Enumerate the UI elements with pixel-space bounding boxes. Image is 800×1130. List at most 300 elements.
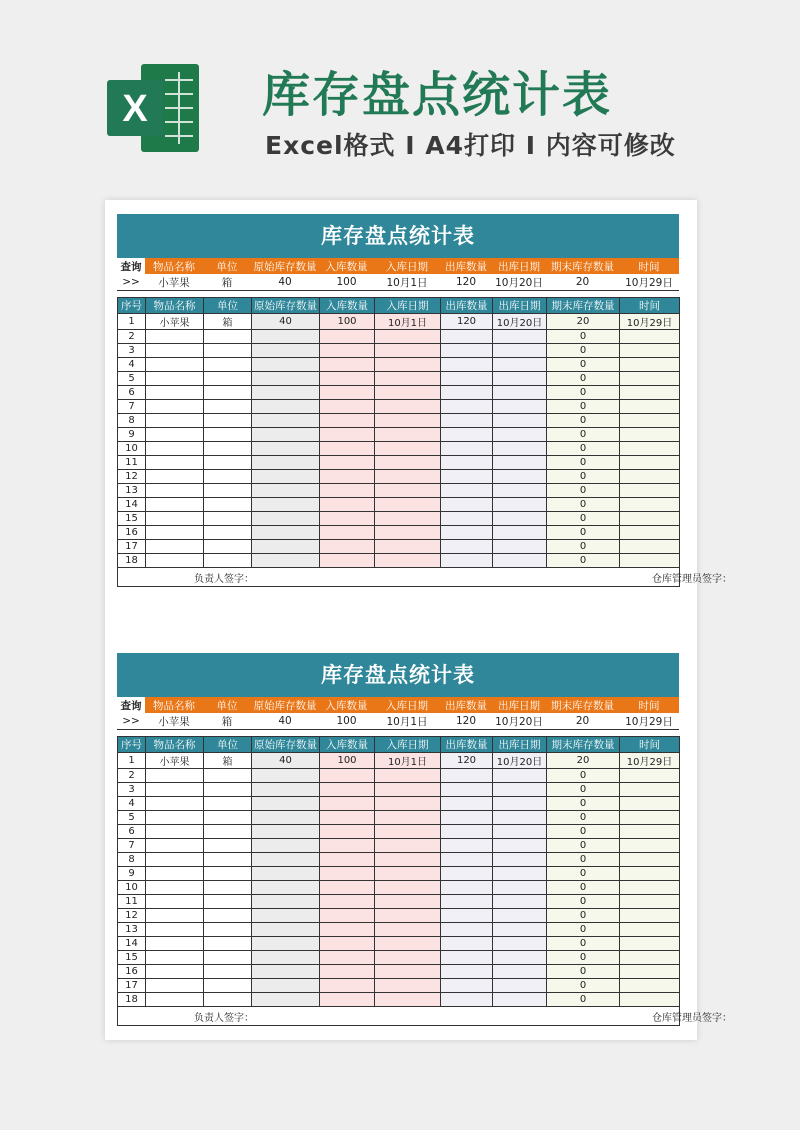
inbound-date-cell[interactable]	[375, 512, 441, 526]
unit-cell[interactable]	[204, 979, 252, 993]
row-number-cell: 7	[118, 400, 146, 414]
inbound-qty-cell[interactable]	[320, 526, 375, 540]
inbound-date-cell[interactable]	[375, 965, 441, 979]
table-row	[118, 769, 680, 783]
item-name-cell[interactable]	[146, 372, 204, 386]
item-name-cell[interactable]	[146, 428, 204, 442]
inbound-qty-cell[interactable]	[320, 825, 375, 839]
outbound-qty-cell[interactable]	[441, 853, 493, 867]
time-cell[interactable]	[620, 811, 680, 825]
item-name-cell[interactable]	[146, 797, 204, 811]
time-cell[interactable]	[620, 540, 680, 554]
unit-cell[interactable]	[204, 783, 252, 797]
item-name-cell[interactable]	[146, 442, 204, 456]
inbound-date-cell[interactable]	[375, 951, 441, 965]
outbound-date-cell[interactable]	[493, 853, 547, 867]
outbound-date-cell[interactable]	[493, 554, 547, 568]
item-name-cell[interactable]	[146, 554, 204, 568]
time-cell[interactable]	[620, 909, 680, 923]
inbound-date-cell[interactable]	[375, 498, 441, 512]
item-name-cell[interactable]	[146, 512, 204, 526]
item-name-cell[interactable]	[146, 909, 204, 923]
item-name-cell[interactable]	[146, 386, 204, 400]
original-stock-cell[interactable]	[252, 951, 320, 965]
inbound-qty-cell[interactable]	[320, 867, 375, 881]
item-name-cell[interactable]	[146, 484, 204, 498]
outbound-qty-cell[interactable]	[441, 358, 493, 372]
time-cell[interactable]	[620, 979, 680, 993]
inbound-qty-cell[interactable]: 100	[320, 753, 375, 769]
inbound-date-cell[interactable]	[375, 344, 441, 358]
inbound-date-cell[interactable]	[375, 414, 441, 428]
outbound-qty-cell[interactable]	[441, 839, 493, 853]
inbound-qty-cell[interactable]	[320, 428, 375, 442]
inbound-qty-cell[interactable]	[320, 993, 375, 1007]
unit-cell[interactable]	[204, 937, 252, 951]
outbound-qty-cell[interactable]	[441, 825, 493, 839]
inbound-qty-cell[interactable]	[320, 442, 375, 456]
inbound-qty-cell[interactable]	[320, 344, 375, 358]
unit-cell[interactable]: 箱	[204, 314, 252, 330]
original-stock-cell[interactable]	[252, 498, 320, 512]
inbound-date-cell[interactable]	[375, 811, 441, 825]
item-name-cell[interactable]	[146, 498, 204, 512]
outbound-date-cell[interactable]	[493, 951, 547, 965]
original-stock-cell[interactable]	[252, 414, 320, 428]
unit-cell[interactable]	[204, 965, 252, 979]
inbound-date-cell[interactable]: 10月1日	[375, 753, 441, 769]
unit-cell[interactable]	[204, 456, 252, 470]
outbound-date-cell[interactable]	[493, 965, 547, 979]
unit-cell[interactable]	[204, 470, 252, 484]
inbound-date-cell[interactable]	[375, 895, 441, 909]
item-name-cell[interactable]	[146, 769, 204, 783]
inbound-qty-cell[interactable]	[320, 965, 375, 979]
unit-cell[interactable]	[204, 512, 252, 526]
outbound-qty-cell[interactable]	[441, 867, 493, 881]
original-stock-cell[interactable]	[252, 923, 320, 937]
row-number-cell: 8	[118, 414, 146, 428]
outbound-date-cell[interactable]	[493, 783, 547, 797]
inbound-date-cell[interactable]	[375, 993, 441, 1007]
inbound-date-cell[interactable]	[375, 372, 441, 386]
inbound-date-cell[interactable]	[375, 470, 441, 484]
outbound-date-cell[interactable]	[493, 867, 547, 881]
outbound-qty-cell[interactable]	[441, 540, 493, 554]
item-name-cell[interactable]: 小苹果	[146, 314, 204, 330]
inbound-date-cell[interactable]	[375, 979, 441, 993]
outbound-qty-cell[interactable]	[441, 512, 493, 526]
item-name-cell[interactable]	[146, 965, 204, 979]
outbound-qty-cell[interactable]	[441, 372, 493, 386]
outbound-qty-cell[interactable]	[441, 909, 493, 923]
item-name-cell[interactable]	[146, 993, 204, 1007]
original-stock-cell[interactable]	[252, 937, 320, 951]
item-name-cell[interactable]	[146, 867, 204, 881]
unit-cell[interactable]	[204, 993, 252, 1007]
unit-cell[interactable]	[204, 400, 252, 414]
item-name-cell[interactable]	[146, 951, 204, 965]
inbound-date-cell[interactable]	[375, 881, 441, 895]
inbound-date-cell[interactable]	[375, 825, 441, 839]
time-cell[interactable]	[620, 937, 680, 951]
inbound-qty-cell[interactable]	[320, 470, 375, 484]
inbound-qty-cell[interactable]	[320, 540, 375, 554]
time-cell[interactable]	[620, 484, 680, 498]
inbound-date-cell[interactable]	[375, 456, 441, 470]
manager-signature-label: 负责人签字：	[194, 573, 254, 585]
inbound-qty-cell[interactable]	[320, 937, 375, 951]
outbound-date-cell[interactable]	[493, 909, 547, 923]
time-cell[interactable]	[620, 825, 680, 839]
item-name-cell[interactable]: 小苹果	[146, 753, 204, 769]
outbound-date-cell[interactable]	[493, 895, 547, 909]
original-stock-cell[interactable]	[252, 470, 320, 484]
query-label: 查询	[117, 258, 145, 274]
unit-cell[interactable]	[204, 881, 252, 895]
unit-cell[interactable]	[204, 414, 252, 428]
item-name-cell[interactable]	[146, 540, 204, 554]
outbound-date-cell[interactable]	[493, 358, 547, 372]
inbound-qty-cell[interactable]	[320, 811, 375, 825]
unit-cell[interactable]	[204, 428, 252, 442]
inbound-date-cell[interactable]	[375, 867, 441, 881]
original-stock-cell[interactable]	[252, 797, 320, 811]
item-name-cell[interactable]	[146, 456, 204, 470]
original-stock-cell[interactable]	[252, 554, 320, 568]
inbound-date-cell[interactable]	[375, 540, 441, 554]
time-cell[interactable]	[620, 526, 680, 540]
time-cell[interactable]	[620, 344, 680, 358]
item-name-cell[interactable]	[146, 358, 204, 372]
time-cell[interactable]	[620, 428, 680, 442]
original-stock-cell[interactable]	[252, 853, 320, 867]
outbound-qty-cell[interactable]: 120	[441, 314, 493, 330]
outbound-date-cell[interactable]	[493, 979, 547, 993]
original-stock-cell[interactable]: 40	[252, 314, 320, 330]
item-name-cell[interactable]	[146, 414, 204, 428]
query-input-cell[interactable]: 小苹果	[145, 713, 203, 730]
inbound-date-cell[interactable]	[375, 783, 441, 797]
outbound-date-cell[interactable]	[493, 428, 547, 442]
outbound-qty-cell[interactable]	[441, 811, 493, 825]
original-stock-cell[interactable]	[252, 965, 320, 979]
outbound-qty-cell[interactable]	[441, 428, 493, 442]
outbound-qty-cell[interactable]	[441, 386, 493, 400]
outbound-date-cell[interactable]	[493, 825, 547, 839]
inbound-qty-cell[interactable]: 100	[320, 314, 375, 330]
unit-cell[interactable]	[204, 442, 252, 456]
inbound-date-cell[interactable]	[375, 526, 441, 540]
outbound-qty-cell[interactable]	[441, 923, 493, 937]
original-stock-cell[interactable]	[252, 895, 320, 909]
inbound-qty-cell[interactable]	[320, 456, 375, 470]
query-value-cell: 120	[440, 713, 492, 730]
unit-cell[interactable]	[204, 839, 252, 853]
inbound-qty-cell[interactable]	[320, 769, 375, 783]
time-cell[interactable]	[620, 895, 680, 909]
outbound-qty-cell[interactable]	[441, 344, 493, 358]
inbound-date-cell[interactable]	[375, 853, 441, 867]
unit-cell[interactable]	[204, 867, 252, 881]
outbound-qty-cell[interactable]	[441, 442, 493, 456]
column-header: 入库数量	[320, 737, 375, 753]
original-stock-cell[interactable]	[252, 540, 320, 554]
query-header-cell: 期末库存数量	[546, 697, 619, 713]
time-cell[interactable]	[620, 554, 680, 568]
item-name-cell[interactable]	[146, 470, 204, 484]
outbound-qty-cell[interactable]	[441, 965, 493, 979]
unit-cell[interactable]	[204, 951, 252, 965]
outbound-qty-cell[interactable]	[441, 470, 493, 484]
inbound-date-cell[interactable]	[375, 909, 441, 923]
unit-cell[interactable]	[204, 344, 252, 358]
outbound-date-cell[interactable]	[493, 372, 547, 386]
original-stock-cell[interactable]	[252, 484, 320, 498]
unit-cell[interactable]	[204, 386, 252, 400]
item-name-cell[interactable]	[146, 330, 204, 344]
unit-cell[interactable]	[204, 526, 252, 540]
outbound-date-cell[interactable]	[493, 881, 547, 895]
time-cell[interactable]	[620, 386, 680, 400]
inbound-date-cell[interactable]	[375, 358, 441, 372]
outbound-qty-cell[interactable]	[441, 993, 493, 1007]
original-stock-cell[interactable]	[252, 358, 320, 372]
outbound-qty-cell[interactable]: 120	[441, 753, 493, 769]
inbound-date-cell[interactable]	[375, 400, 441, 414]
inbound-qty-cell[interactable]	[320, 951, 375, 965]
time-cell[interactable]	[620, 867, 680, 881]
unit-cell[interactable]	[204, 825, 252, 839]
outbound-qty-cell[interactable]	[441, 979, 493, 993]
inbound-date-cell[interactable]	[375, 923, 441, 937]
outbound-qty-cell[interactable]	[441, 414, 493, 428]
item-name-cell[interactable]	[146, 811, 204, 825]
unit-cell[interactable]: 箱	[204, 753, 252, 769]
outbound-qty-cell[interactable]	[441, 554, 493, 568]
original-stock-cell[interactable]	[252, 428, 320, 442]
outbound-date-cell[interactable]	[493, 456, 547, 470]
original-stock-cell[interactable]	[252, 825, 320, 839]
outbound-date-cell[interactable]	[493, 937, 547, 951]
outbound-date-cell[interactable]	[493, 414, 547, 428]
outbound-date-cell[interactable]	[493, 923, 547, 937]
outbound-date-cell[interactable]	[493, 839, 547, 853]
item-name-cell[interactable]	[146, 783, 204, 797]
outbound-date-cell[interactable]	[493, 344, 547, 358]
inbound-qty-cell[interactable]	[320, 554, 375, 568]
outbound-date-cell[interactable]	[493, 330, 547, 344]
inbound-date-cell[interactable]	[375, 484, 441, 498]
inbound-date-cell[interactable]	[375, 554, 441, 568]
outbound-date-cell[interactable]	[493, 811, 547, 825]
original-stock-cell[interactable]	[252, 512, 320, 526]
outbound-date-cell[interactable]	[493, 470, 547, 484]
inbound-qty-cell[interactable]	[320, 979, 375, 993]
outbound-date-cell[interactable]	[493, 442, 547, 456]
time-cell[interactable]	[620, 414, 680, 428]
item-name-cell[interactable]	[146, 923, 204, 937]
time-cell[interactable]	[620, 951, 680, 965]
inbound-date-cell[interactable]	[375, 797, 441, 811]
unit-cell[interactable]	[204, 853, 252, 867]
original-stock-cell[interactable]	[252, 442, 320, 456]
unit-cell[interactable]	[204, 372, 252, 386]
original-stock-cell[interactable]: 40	[252, 753, 320, 769]
unit-cell[interactable]	[204, 895, 252, 909]
original-stock-cell[interactable]	[252, 909, 320, 923]
item-name-cell[interactable]	[146, 895, 204, 909]
item-name-cell[interactable]	[146, 839, 204, 853]
original-stock-cell[interactable]	[252, 881, 320, 895]
outbound-qty-cell[interactable]	[441, 456, 493, 470]
inbound-qty-cell[interactable]	[320, 797, 375, 811]
time-cell[interactable]	[620, 470, 680, 484]
outbound-qty-cell[interactable]	[441, 484, 493, 498]
inbound-qty-cell[interactable]	[320, 839, 375, 853]
original-stock-cell[interactable]	[252, 979, 320, 993]
original-stock-cell[interactable]	[252, 400, 320, 414]
time-cell[interactable]: 10月29日	[620, 314, 680, 330]
original-stock-cell[interactable]	[252, 769, 320, 783]
outbound-date-cell[interactable]	[493, 993, 547, 1007]
item-name-cell[interactable]	[146, 400, 204, 414]
inbound-qty-cell[interactable]	[320, 895, 375, 909]
original-stock-cell[interactable]	[252, 330, 320, 344]
unit-cell[interactable]	[204, 909, 252, 923]
outbound-qty-cell[interactable]	[441, 937, 493, 951]
inbound-qty-cell[interactable]	[320, 330, 375, 344]
unit-cell[interactable]	[204, 811, 252, 825]
unit-cell[interactable]	[204, 769, 252, 783]
inbound-qty-cell[interactable]	[320, 853, 375, 867]
time-cell[interactable]	[620, 853, 680, 867]
time-cell[interactable]	[620, 358, 680, 372]
item-name-cell[interactable]	[146, 825, 204, 839]
unit-cell[interactable]	[204, 330, 252, 344]
unit-cell[interactable]	[204, 358, 252, 372]
outbound-qty-cell[interactable]	[441, 895, 493, 909]
inbound-qty-cell[interactable]	[320, 400, 375, 414]
inbound-date-cell[interactable]	[375, 442, 441, 456]
outbound-qty-cell[interactable]	[441, 783, 493, 797]
outbound-qty-cell[interactable]	[441, 951, 493, 965]
outbound-qty-cell[interactable]	[441, 797, 493, 811]
original-stock-cell[interactable]	[252, 839, 320, 853]
time-cell[interactable]	[620, 512, 680, 526]
item-name-cell[interactable]	[146, 526, 204, 540]
original-stock-cell[interactable]	[252, 372, 320, 386]
unit-cell[interactable]	[204, 484, 252, 498]
time-cell[interactable]	[620, 839, 680, 853]
inbound-qty-cell[interactable]	[320, 909, 375, 923]
outbound-date-cell[interactable]: 10月20日	[493, 753, 547, 769]
item-name-cell[interactable]	[146, 344, 204, 358]
time-cell[interactable]	[620, 923, 680, 937]
inbound-date-cell[interactable]	[375, 428, 441, 442]
inbound-date-cell[interactable]	[375, 769, 441, 783]
inbound-qty-cell[interactable]	[320, 512, 375, 526]
query-input-cell[interactable]: 小苹果	[145, 274, 203, 291]
original-stock-cell[interactable]	[252, 526, 320, 540]
inbound-date-cell[interactable]	[375, 330, 441, 344]
time-cell[interactable]	[620, 783, 680, 797]
time-cell[interactable]	[620, 498, 680, 512]
time-cell[interactable]	[620, 330, 680, 344]
inbound-date-cell[interactable]: 10月1日	[375, 314, 441, 330]
time-cell[interactable]	[620, 881, 680, 895]
original-stock-cell[interactable]	[252, 344, 320, 358]
table-row	[118, 797, 680, 811]
unit-cell[interactable]	[204, 797, 252, 811]
inbound-qty-cell[interactable]	[320, 386, 375, 400]
outbound-date-cell[interactable]	[493, 526, 547, 540]
outbound-qty-cell[interactable]	[441, 400, 493, 414]
unit-cell[interactable]	[204, 923, 252, 937]
time-cell[interactable]	[620, 456, 680, 470]
time-cell[interactable]	[620, 400, 680, 414]
time-cell[interactable]	[620, 993, 680, 1007]
outbound-date-cell[interactable]	[493, 540, 547, 554]
time-cell[interactable]	[620, 372, 680, 386]
outbound-date-cell[interactable]	[493, 484, 547, 498]
outbound-qty-cell[interactable]	[441, 330, 493, 344]
unit-cell[interactable]	[204, 498, 252, 512]
time-cell[interactable]	[620, 442, 680, 456]
unit-cell[interactable]	[204, 554, 252, 568]
outbound-date-cell[interactable]	[493, 386, 547, 400]
inbound-qty-cell[interactable]	[320, 484, 375, 498]
outbound-qty-cell[interactable]	[441, 769, 493, 783]
time-cell[interactable]	[620, 797, 680, 811]
original-stock-cell[interactable]	[252, 456, 320, 470]
inbound-qty-cell[interactable]	[320, 414, 375, 428]
time-cell[interactable]	[620, 965, 680, 979]
outbound-date-cell[interactable]	[493, 769, 547, 783]
outbound-qty-cell[interactable]	[441, 881, 493, 895]
time-cell[interactable]: 10月29日	[620, 753, 680, 769]
item-name-cell[interactable]	[146, 937, 204, 951]
inbound-date-cell[interactable]	[375, 386, 441, 400]
item-name-cell[interactable]	[146, 979, 204, 993]
outbound-date-cell[interactable]	[493, 400, 547, 414]
outbound-date-cell[interactable]	[493, 797, 547, 811]
original-stock-cell[interactable]	[252, 386, 320, 400]
inbound-qty-cell[interactable]	[320, 372, 375, 386]
inbound-qty-cell[interactable]	[320, 881, 375, 895]
unit-cell[interactable]	[204, 540, 252, 554]
outbound-date-cell[interactable]: 10月20日	[493, 314, 547, 330]
original-stock-cell[interactable]	[252, 993, 320, 1007]
inbound-date-cell[interactable]	[375, 937, 441, 951]
original-stock-cell[interactable]	[252, 783, 320, 797]
inbound-qty-cell[interactable]	[320, 498, 375, 512]
item-name-cell[interactable]	[146, 881, 204, 895]
original-stock-cell[interactable]	[252, 811, 320, 825]
outbound-date-cell[interactable]	[493, 512, 547, 526]
item-name-cell[interactable]	[146, 853, 204, 867]
inbound-qty-cell[interactable]	[320, 923, 375, 937]
outbound-qty-cell[interactable]	[441, 498, 493, 512]
time-cell[interactable]	[620, 769, 680, 783]
column-header: 时间	[620, 737, 680, 753]
outbound-qty-cell[interactable]	[441, 526, 493, 540]
inbound-qty-cell[interactable]	[320, 783, 375, 797]
original-stock-cell[interactable]	[252, 867, 320, 881]
inbound-qty-cell[interactable]	[320, 358, 375, 372]
outbound-date-cell[interactable]	[493, 498, 547, 512]
inbound-date-cell[interactable]	[375, 839, 441, 853]
